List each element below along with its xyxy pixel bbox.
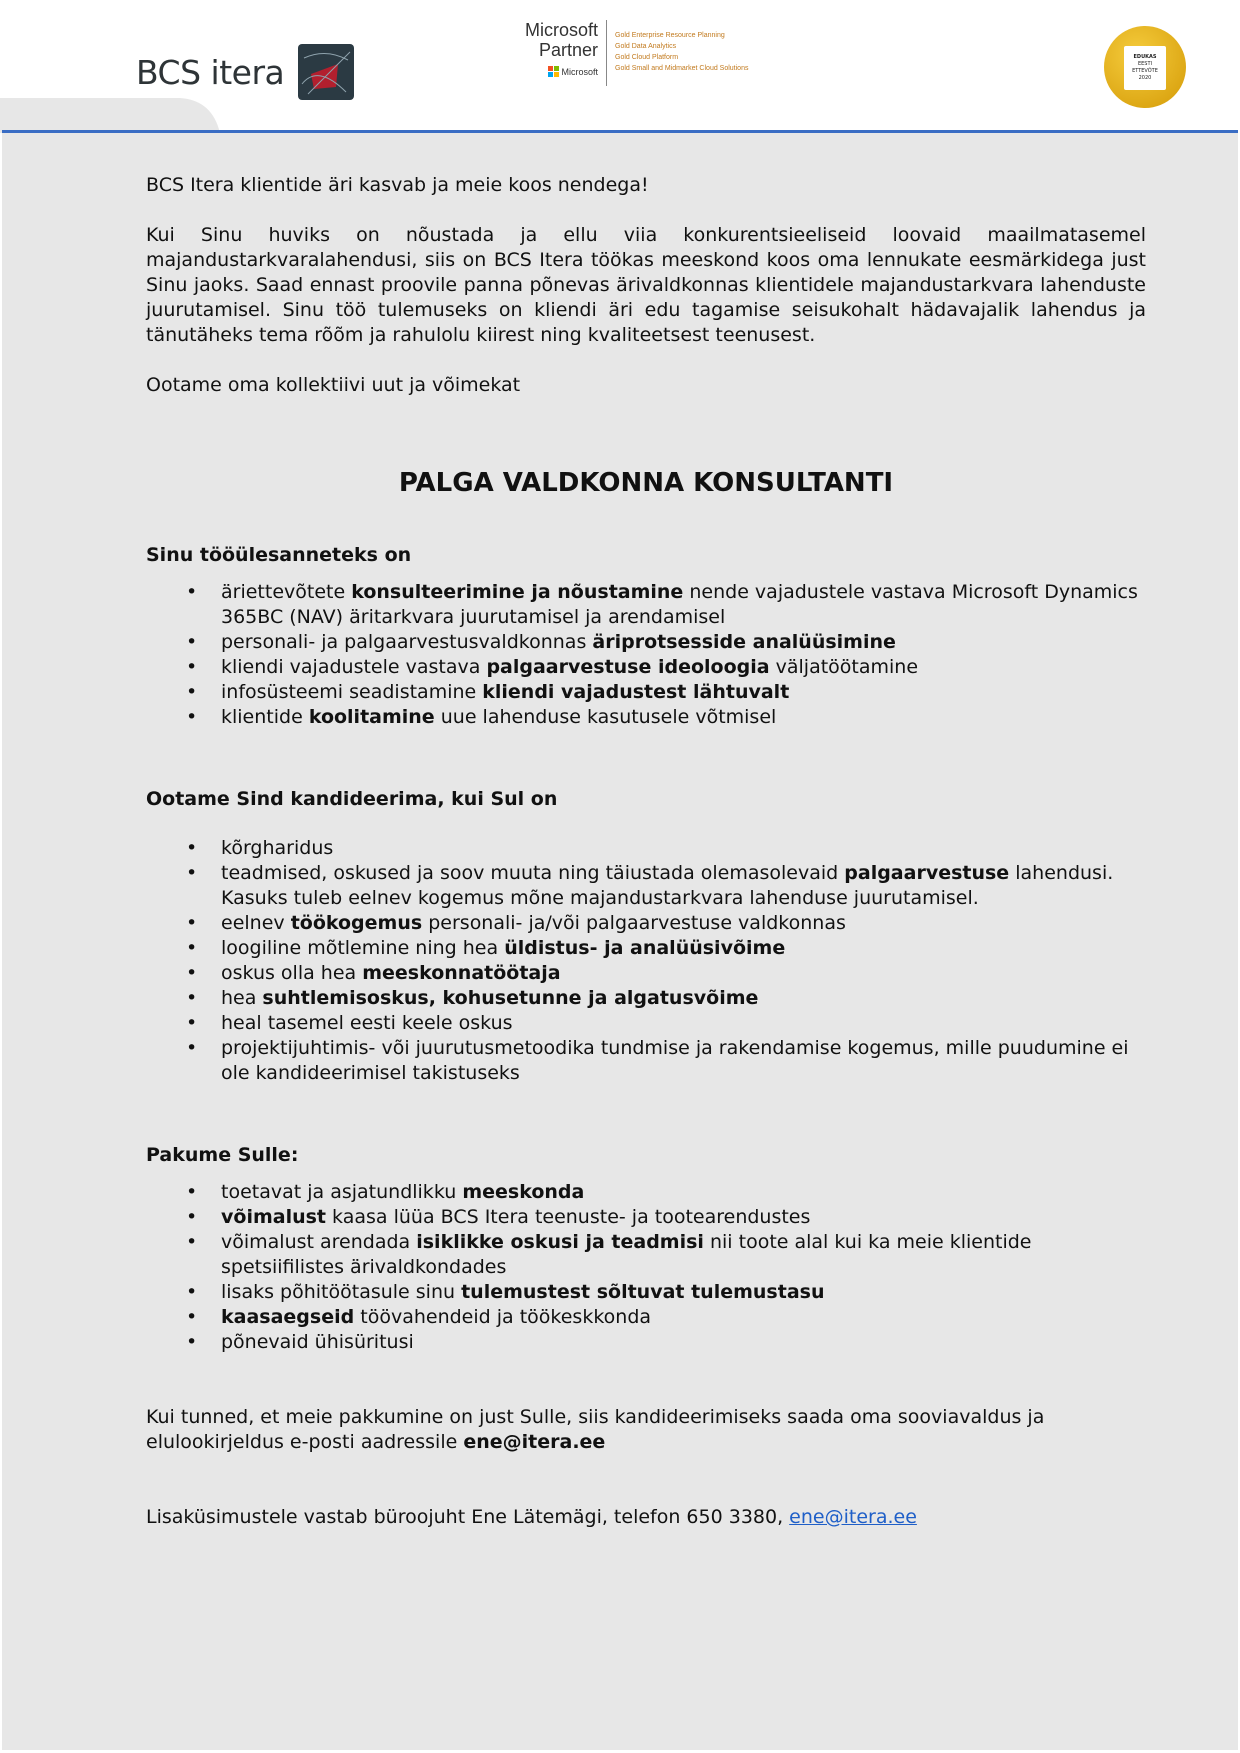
edukas-eesti-ettevote-badge <box>1104 26 1186 108</box>
list-item: • lisaks põhitöötasule sinu tulemustest sõltuvat tulemustasu <box>146 1280 1146 1305</box>
microsoft-competencies <box>607 20 748 74</box>
list-item: • kliendi vajadustele vastava palgaarvestuse ideoloogia väljatöötamine <box>146 655 1146 680</box>
competency: Gold Enterprise Resource Planning <box>615 32 725 39</box>
list-item: • klientide koolitamine uue lahenduse kasutusele võtmisel <box>146 705 1146 730</box>
partner-word: Partner <box>538 40 599 60</box>
list-item: • kaasaegseid töövahendeid ja töökeskkonda <box>146 1305 1146 1330</box>
offer-heading: Pakume Sulle: <box>146 1144 299 1166</box>
job-title: PALGA VALDKONNA KONSULTANTI <box>398 468 894 498</box>
list-item: • äriettevõtete konsulteerimine ja nõustamine nende vajadustele vastava Microsoft Dynamics 365BC (NAV) äritarkvara juurutamisel ja arendamisel <box>146 580 1146 630</box>
badge-line: EESTI <box>1137 61 1153 67</box>
intro-paragraph: Kui Sinu huviks on nõustada ja ellu viia konkurentsieeliseid loovaid maailmatasemel majandustarkvaralahendusi, siis on BCS Itera töökas meeskond koos oma lennukate eesmärkidega just Sinu jaoks. Saad ennast proovile panna põnevas ärivaldkonnas klientidele majandustarkvara lahenduste juurutamisel. Sinu töö tulemuseks on kliendi äri edu tagamise seisukohalt hädavajalik lahendus ja tänutäheks tema rõõm ja rahulolu kiirest ning kvaliteetsest teenusest. <box>146 224 1146 346</box>
list-item: • loogiline mõtlemine ning hea üldistus- ja analüüsivõime <box>146 936 1146 961</box>
document-content <box>146 173 1146 1530</box>
microsoft-partner-logo <box>525 20 748 86</box>
list-item: • võimalust arendada isiklikke oskusi ja teadmisi nii toote alal kui ka meie klientide spetsiifilistes ärivaldkondades <box>146 1230 1146 1280</box>
microsoft-small-label: Microsoft <box>561 66 599 77</box>
bcs-itera-logo <box>136 44 354 100</box>
bcs-itera-logo-mark <box>298 44 354 100</box>
duties-list <box>146 580 1146 730</box>
requirements-heading: Ootame Sind kandideerima, kui Sul on <box>146 788 558 810</box>
list-item: • infosüsteemi seadistamine kliendi vajadustest lähtuvalt <box>146 680 1146 705</box>
list-item: • personali- ja palgaarvestusvaldkonnas äriprotsesside analüüsimine <box>146 630 1146 655</box>
competency: Gold Small and Midmarket Cloud Solutions <box>615 65 749 72</box>
competency: Gold Cloud Platform <box>615 54 679 61</box>
list-item: • teadmised, oskused ja soov muuta ning täiustada olemasolevaid palgaarvestuse lahendusi. Kasuks tuleb eelnev kogemus mõne majandustarkvara lahenduse juurutamisel. <box>146 861 1146 911</box>
bcs-itera-logo-text: BCS itera <box>136 52 285 92</box>
list-item: • kõrgharidus <box>146 836 1146 861</box>
intro-line: BCS Itera klientide äri kasvab ja meie koos nendega! <box>146 174 649 196</box>
contact-paragraph: Lisaküsimustele vastab büroojuht Ene Lätemägi, telefon 650 3380, ene@itera.ee <box>146 1506 917 1528</box>
contact-email-link[interactable]: ene@itera.ee <box>789 1506 917 1528</box>
list-item: • heal tasemel eesti keele oskus <box>146 1011 1146 1036</box>
list-item: • toetavat ja asjatundlikku meeskonda <box>146 1180 1146 1205</box>
list-item: • projektijuhtimis- või juurutusmetoodika tundmise ja rakendamise kogemus, mille puudumine ei ole kandideerimisel takistuseks <box>146 1036 1146 1086</box>
list-item: • oskus olla hea meeskonnatöötaja <box>146 961 1146 986</box>
badge-line: ETTEVÕTE <box>1132 68 1158 74</box>
competency: Gold Data Analytics <box>615 43 677 50</box>
list-item: • eelnev töökogemus personali- ja/või palgaarvestuse valdkonnas <box>146 911 1146 936</box>
microsoft-word: Microsoft <box>525 20 599 40</box>
requirements-list <box>146 836 1146 1086</box>
list-item: • põnevaid ühisüritusi <box>146 1330 1146 1355</box>
apply-paragraph: Kui tunned, et meie pakkumine on just Sulle, siis kandideerimiseks saada oma sooviavaldus ja elulookirjeldus e-posti aadressile ene@itera.ee <box>146 1406 1045 1453</box>
microsoft-squares-icon <box>548 66 559 77</box>
offer-list <box>146 1180 1146 1355</box>
header <box>0 0 1240 140</box>
duties-heading: Sinu tööülesanneteks on <box>146 544 412 566</box>
list-item: • võimalust kaasa lüüa BCS Itera teenuste- ja tootearendustes <box>146 1205 1146 1230</box>
list-item: • hea suhtlemisoskus, kohusetunne ja algatusvõime <box>146 986 1146 1011</box>
intro-invite: Ootame oma kollektiivi uut ja võimekat <box>146 374 521 396</box>
badge-year: 2020 <box>1138 75 1152 81</box>
apply-email: ene@itera.ee <box>463 1431 606 1453</box>
badge-line: EDUKAS <box>1133 54 1157 60</box>
